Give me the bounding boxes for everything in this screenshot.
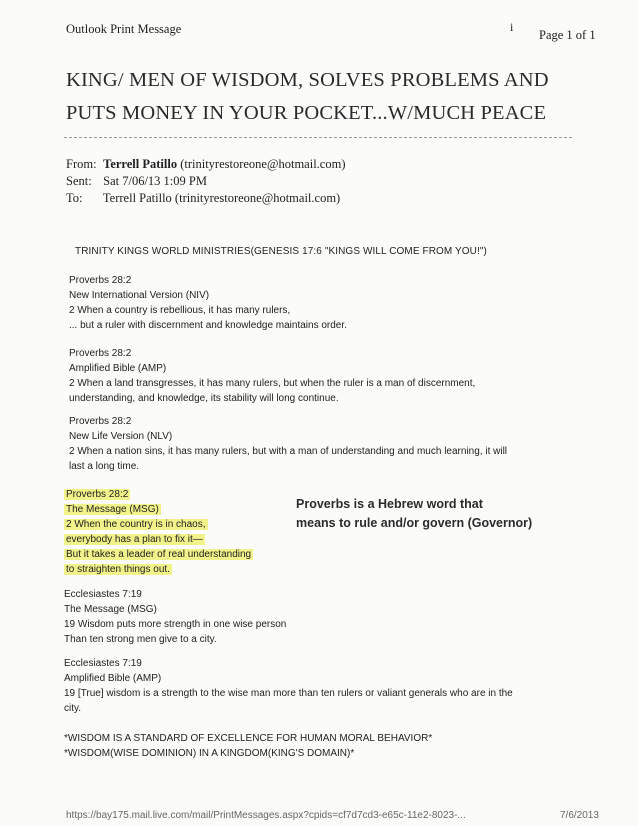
bible-version: The Message (MSG)	[64, 604, 157, 615]
verse-line: 2 When the country is in chaos,	[66, 519, 206, 530]
verse-block	[64, 587, 286, 647]
definition-line: *WISDOM(WISE DOMINION) IN A KINGDOM(KING'S DOMAIN)*	[64, 748, 355, 759]
verse-line: 19 Wisdom puts more strength in one wise person	[64, 619, 287, 630]
verse-line: 19 [True] wisdom is a strength to the wise man more than ten rulers or valiant generals who are in the	[64, 688, 513, 699]
message-subject	[66, 64, 549, 130]
note-line-2: means to rule and/or govern (Governor)	[296, 516, 533, 530]
bible-version: Amplified Bible (AMP)	[69, 363, 167, 374]
verse-line: last a long time.	[69, 461, 140, 472]
divider	[64, 137, 572, 138]
note-line-1: Proverbs is a Hebrew word that	[296, 497, 483, 511]
to-label: To:	[66, 191, 83, 205]
sender-name: Terrell Patillo	[103, 157, 178, 171]
sender-email: (trinityrestoreone@hotmail.com)	[180, 157, 346, 171]
bible-version: Amplified Bible (AMP)	[64, 673, 162, 684]
verse-line: everybody has a plan to fix it—	[66, 534, 203, 545]
subject-line-2: PUTS MONEY IN YOUR POCKET...W/MUCH PEACE	[66, 102, 547, 124]
verse-line: But it takes a leader of real understanding	[66, 549, 252, 560]
verse-reference: Ecclesiastes 7:19	[64, 658, 142, 669]
highlighted-verse-block	[64, 487, 253, 577]
verse-reference: Ecclesiastes 7:19	[64, 589, 142, 600]
definition-line: *WISDOM IS A STANDARD OF EXCELLENCE FOR HUMAN MORAL BEHAVIOR*	[64, 733, 433, 744]
sent-row	[66, 173, 207, 190]
sent-value: Sat 7/06/13 1:09 PM	[103, 174, 207, 188]
verse-block	[69, 273, 347, 333]
bible-version: The Message (MSG)	[66, 504, 159, 515]
verse-line: 2 When a land transgresses, it has many rulers, but when the ruler is a man of discernment,	[69, 378, 476, 389]
verse-line: 2 When a country is rebellious, it has many rulers,	[69, 305, 291, 316]
verse-block	[64, 656, 513, 716]
verse-line: understanding, and knowledge, its stability will long continue.	[69, 393, 339, 404]
verse-line: city.	[64, 703, 82, 714]
verse-line: ... but a ruler with discernment and knowledge maintains order.	[69, 320, 347, 331]
header-mark: i	[510, 20, 514, 34]
verse-reference: Proverbs 28:2	[69, 275, 132, 286]
from-label: From:	[66, 157, 97, 171]
to-value: Terrell Patillo (trinityrestoreone@hotmail.com)	[102, 191, 341, 205]
verse-reference: Proverbs 28:2	[69, 416, 132, 427]
print-footer-url: https://bay175.mail.live.com/mail/PrintMessages.aspx?cpids=cf7d7cd3-e65c-11e2-8023-...	[66, 810, 466, 821]
print-footer-date: 7/6/2013	[560, 810, 599, 821]
print-header-title: Outlook Print Message	[66, 22, 182, 36]
verse-line: 2 When a nation sins, it has many rulers, but with a man of understanding and much learning, it will	[69, 446, 508, 457]
verse-line: Than ten strong men give to a city.	[64, 634, 217, 645]
to-row	[66, 190, 340, 207]
ministry-heading: TRINITY KINGS WORLD MINISTRIES(GENESIS 17:6 "KINGS WILL COME FROM YOU!")	[75, 246, 487, 257]
bible-version: New International Version (NIV)	[69, 290, 210, 301]
proverbs-definition-note	[296, 495, 532, 533]
wisdom-definition-block	[64, 731, 432, 761]
sent-label: Sent:	[66, 174, 92, 188]
verse-line: to straighten things out.	[66, 564, 170, 575]
subject-line-1: KING/ MEN OF WISDOM, SOLVES PROBLEMS AND	[66, 69, 549, 91]
verse-reference: Proverbs 28:2	[69, 348, 132, 359]
from-row	[66, 156, 346, 173]
verse-reference: Proverbs 28:2	[66, 489, 129, 500]
page-number: Page 1 of 1	[539, 28, 596, 42]
verse-block	[69, 346, 475, 406]
verse-block	[69, 414, 507, 474]
bible-version: New Life Version (NLV)	[69, 431, 173, 442]
